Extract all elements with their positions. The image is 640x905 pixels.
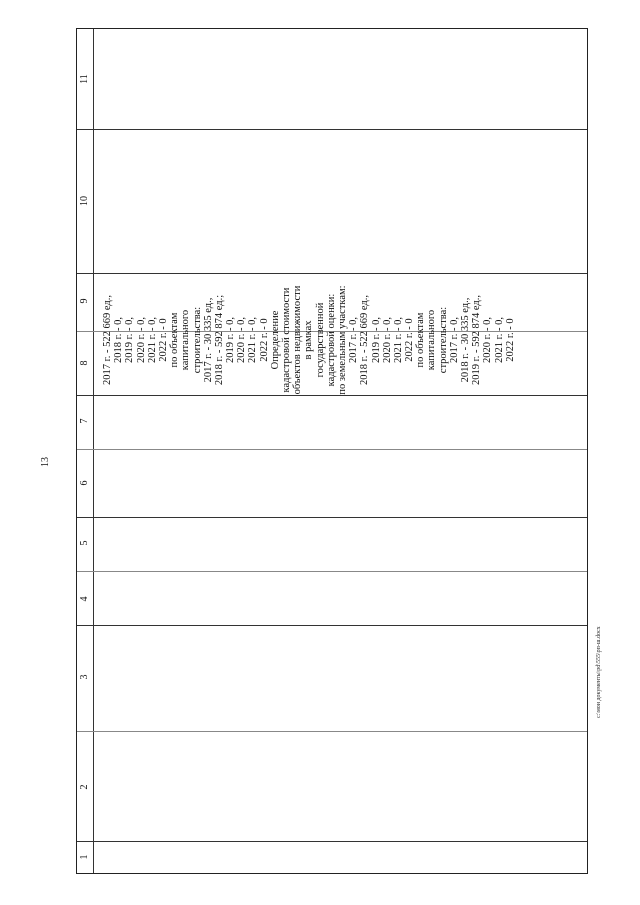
column-number-9: 9 (79, 298, 90, 304)
column-10-line: 2021 г. - 0, (146, 317, 158, 363)
column-10-line: по объектам (169, 312, 181, 368)
column-10-line: Определение (269, 310, 281, 370)
header-strip-divider (93, 29, 94, 873)
column-10-line: 2018 г. - 522 669 ед., (359, 295, 371, 385)
column-10-text (102, 270, 516, 410)
row-divider-4-3 (77, 625, 587, 626)
row-divider-6-5 (77, 517, 587, 518)
column-10-line: 2022 г. - 0 (258, 318, 270, 362)
column-10-line: по земельным участкам: (336, 285, 348, 395)
column-number-4: 4 (79, 596, 90, 602)
column-10-line: объектов недвижимости (292, 285, 304, 395)
column-10-line: 2017 г. - 522 669 ед., (102, 295, 113, 385)
page-number: 13 (40, 457, 51, 467)
column-10-line: 2022 г. - 0 (504, 318, 516, 362)
column-10-line: кадастровой оценки: (325, 293, 337, 387)
row-divider-7-6 (77, 449, 587, 450)
column-number-10: 10 (79, 196, 90, 206)
column-10-line: в рамках (303, 320, 315, 360)
column-number-7: 7 (79, 418, 90, 424)
column-10-line: 2022 г. - 0 (404, 318, 416, 362)
column-10-line: 2018 г. - 0, (113, 317, 125, 363)
data-table (76, 28, 588, 874)
column-10-line: кадастровой стоимости (281, 287, 292, 393)
column-number-8: 8 (79, 360, 90, 366)
column-10-line: 2017 г. - 0, (348, 317, 360, 363)
column-10-line: государственной (314, 302, 326, 378)
row-divider-11-10 (77, 129, 587, 130)
column-10-line: 2018 г. - 30 335 ед., (460, 297, 471, 383)
column-10-line: 2018 г. - 592 874 ед.; (213, 294, 225, 386)
column-number-11: 11 (79, 74, 90, 84)
row-divider-5-4 (77, 571, 587, 572)
column-10-line: 2019 г. - 0, (370, 317, 382, 363)
column-10-line: капитального (426, 309, 438, 371)
column-10-line: 2017 г. - 30 335 ед., (202, 297, 214, 383)
column-10-line: 2020 г. - 0, (381, 317, 393, 363)
column-10-line: 2021 г. - 0, (247, 317, 259, 363)
column-10-line: по объектам (415, 312, 427, 368)
column-10-line: 2020 г. - 0, (482, 317, 494, 363)
row-divider-3-2 (77, 731, 587, 732)
column-number-1: 1 (79, 854, 90, 860)
column-number-5: 5 (79, 540, 90, 546)
column-10-line: 2021 г. - 0, (392, 317, 404, 363)
row-divider-2-1 (77, 841, 587, 842)
column-10-line: строительства: (437, 306, 449, 374)
column-10-line: 2021 г. - 0, (493, 317, 505, 363)
column-10-line: 2020 г. - 0, (135, 317, 147, 363)
column-number-2: 2 (79, 784, 90, 790)
column-10-line: 2019 г. - 0, (225, 317, 237, 363)
footer-path-text: c:\мои документы\pd\555\рп-ш.docx (596, 626, 602, 718)
column-10-line: 2022 г. - 0 (157, 318, 169, 362)
column-10-line: 2017 г. - 0, (448, 317, 460, 363)
column-number-6: 6 (79, 480, 90, 486)
column-10-line: капитального (180, 309, 192, 371)
column-10-line: 2019 г. - 592 874 ед., (471, 295, 483, 385)
column-10-line: 2020 г. - 0, (236, 317, 248, 363)
column-10-line: строительства: (191, 306, 203, 374)
column-10-line: 2019 г. - 0, (124, 317, 136, 363)
column-number-3: 3 (79, 674, 90, 680)
